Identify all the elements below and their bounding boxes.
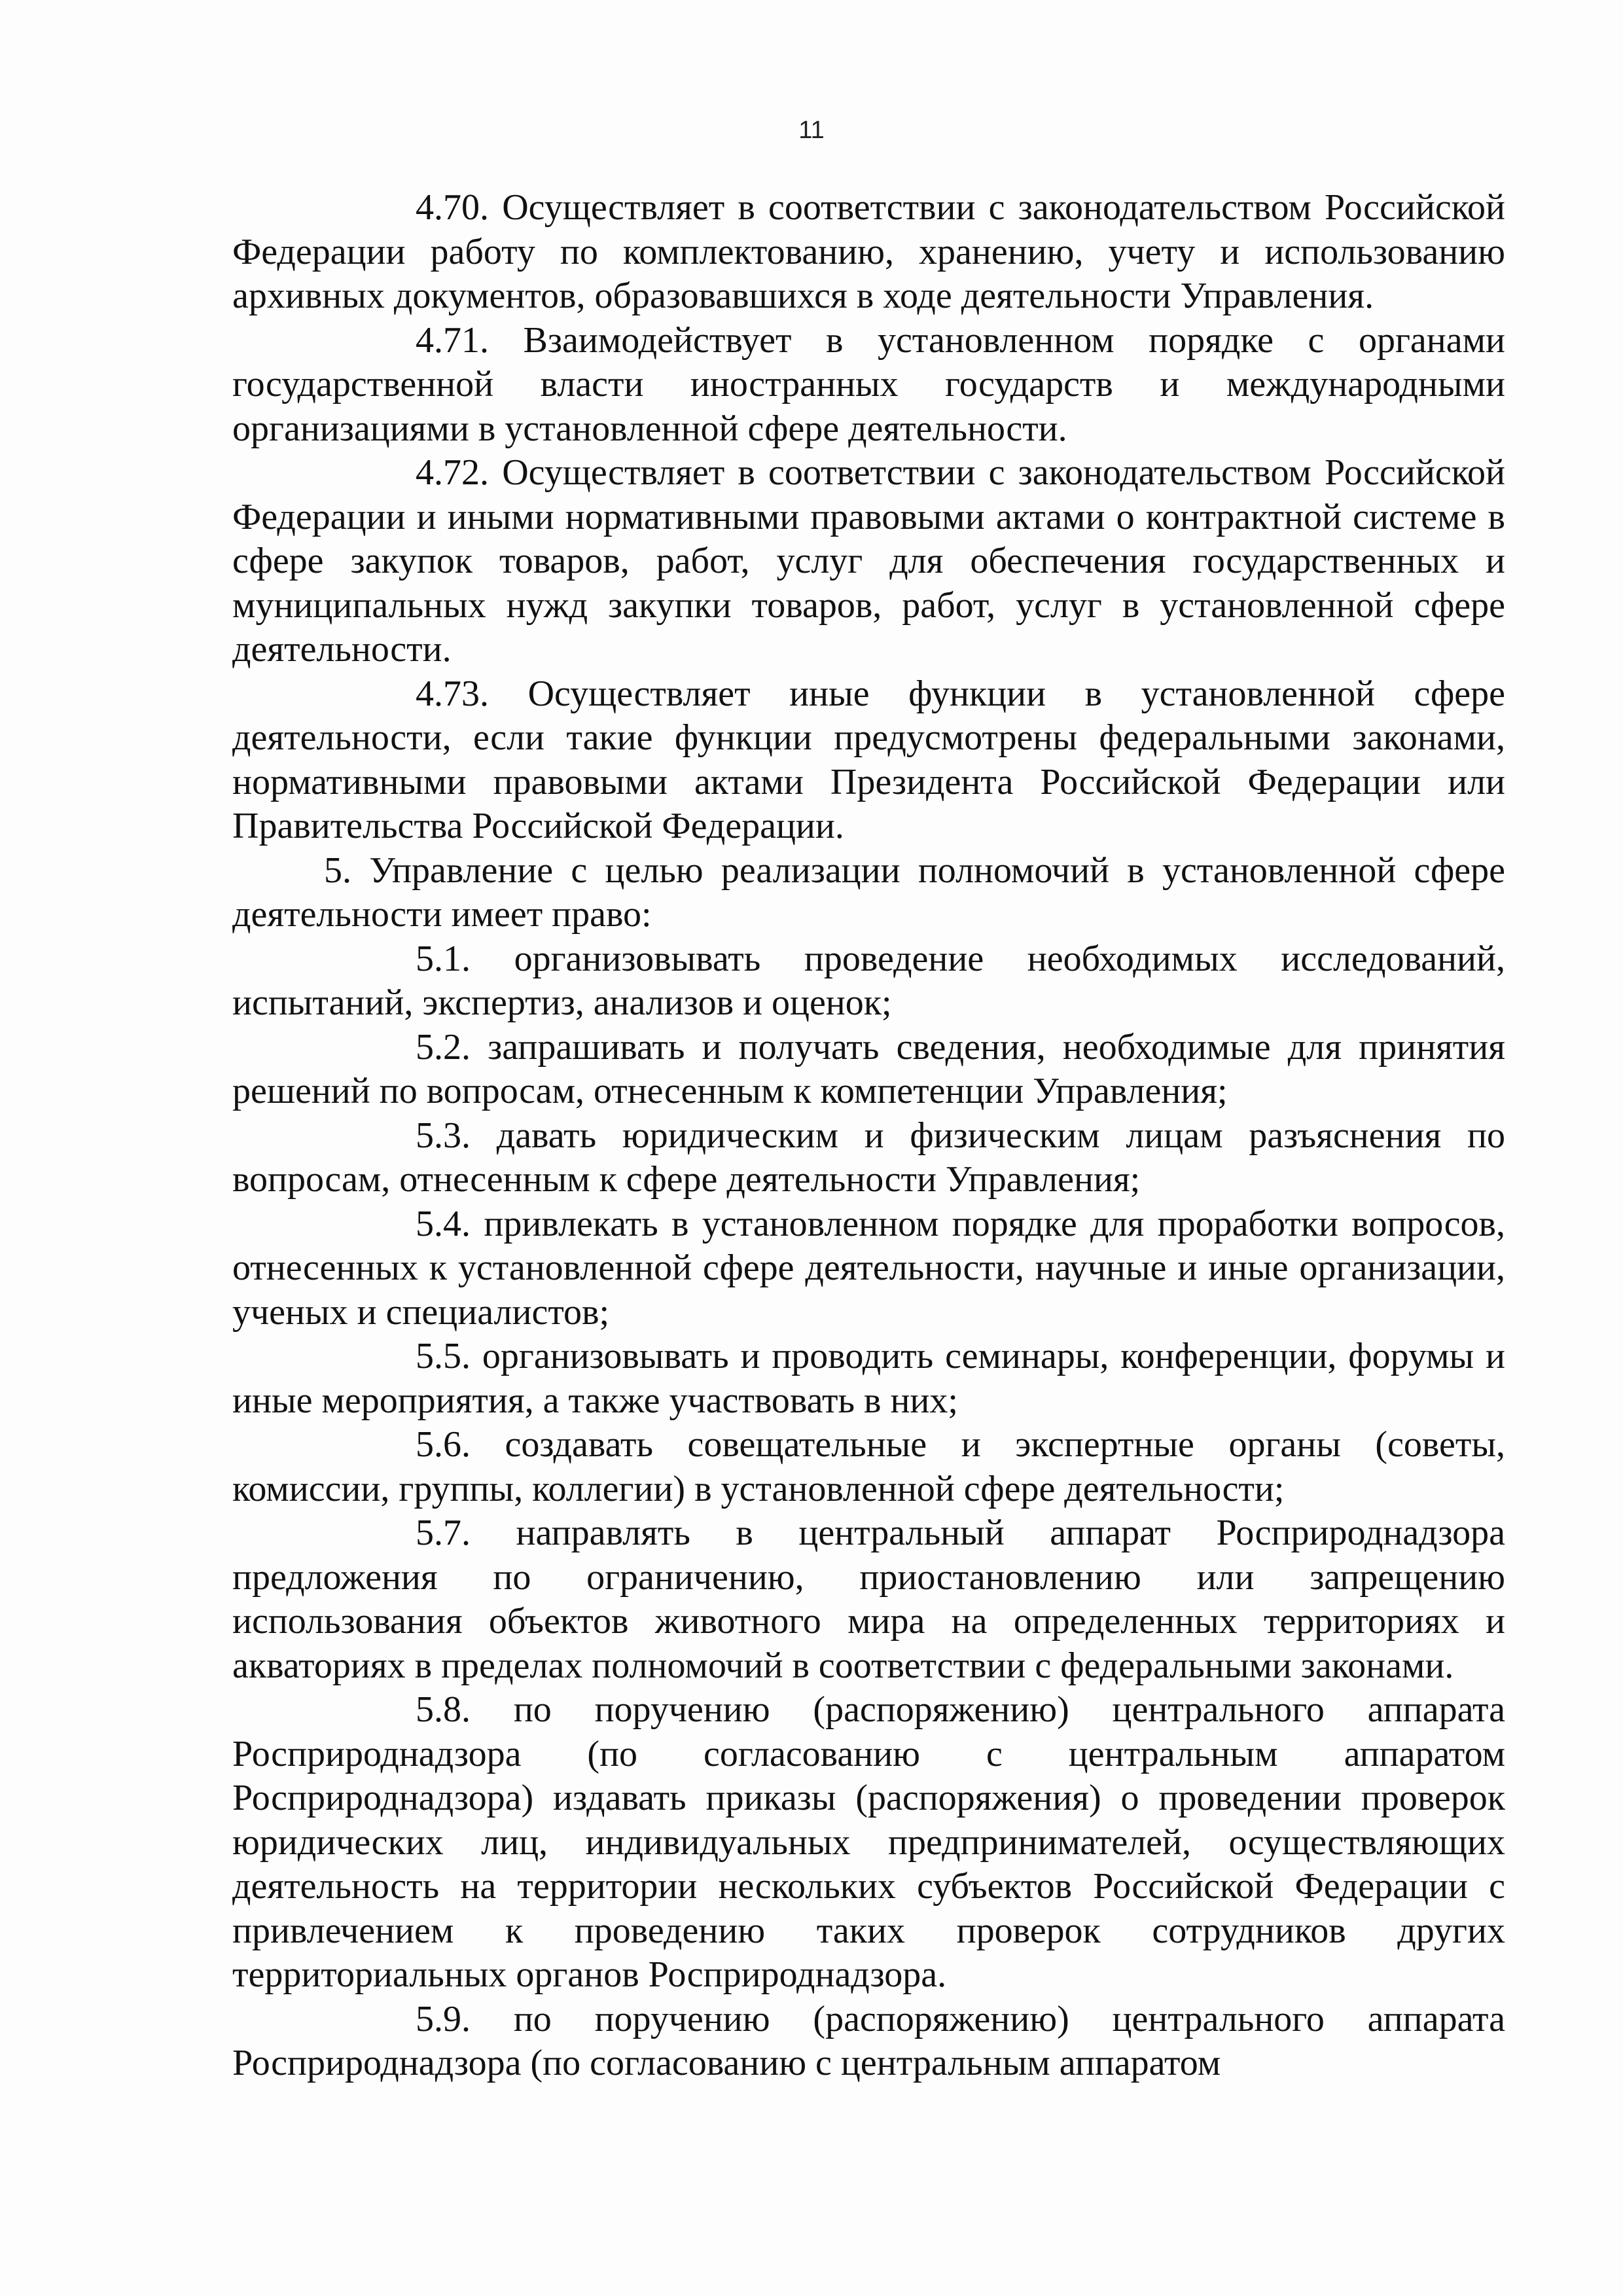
paragraph-text: привлекать в установленном порядке для проработки вопросов, отнесенных к установленной сфере деятельности, научные и иные организации, ученых и специалистов; (232, 1203, 1506, 1333)
paragraph-text: Осуществляет в соответствии с законодательством Российской Федерации и иными нормативными правовыми актами о контрактной системе в сфере закупок товаров, работ, услуг для обеспечения государственных и муниципальных нужд закупки товаров, работ, услуг в установленной сфере деятельности. (232, 452, 1506, 670)
page-number: 11 (798, 117, 825, 144)
paragraph-number: 5.7. (416, 1513, 471, 1553)
paragraph-number: 5.1. (416, 938, 471, 979)
paragraph-number: 5.3. (416, 1115, 471, 1156)
paragraph-number: 4.70. (416, 187, 489, 228)
paragraph-5-3 (232, 1114, 1505, 1202)
paragraph-5-2 (232, 1026, 1505, 1114)
paragraph-5-9 (232, 1998, 1505, 2086)
paragraph-4-71 (232, 319, 1505, 452)
paragraph-text: Управление с целью реализации полномочий в установленной сфере деятельности имеет право: (232, 850, 1506, 935)
paragraph-text: организовывать проведение необходимых исследований, испытаний, экспертиз, анализов и оценок; (232, 938, 1505, 1023)
paragraph-5-6 (232, 1423, 1505, 1511)
paragraph-5-5 (232, 1335, 1505, 1423)
paragraph-text: давать юридическим и физическим лицам разъяснения по вопросам, отнесенным к сфере деятельности Управления; (232, 1115, 1505, 1200)
paragraph-number: 5. (324, 850, 351, 891)
paragraph-text: запрашивать и получать сведения, необходимые для принятия решений по вопросам, отнесенным к компетенции Управления; (232, 1026, 1505, 1111)
paragraph-text: Взаимодействует в установленном порядке с органами государственной власти иностранных государств и международными организациями в установленной сфере деятельности. (232, 319, 1505, 449)
paragraph-text: направлять в центральный аппарат Росприроднадзора предложения по ограничению, приостановлению или запрещению использования объектов животного мира на определенных территориях и акваториях в пределах полномочий в соответствии с федеральными законами. (232, 1513, 1505, 1686)
paragraph-text: по поручению (распоряжению) центрального аппарата Росприроднадзора (по согласованию с центральным аппаратом Росприроднадзора) издавать приказы (распоряжения) о проведении проверок юридических лиц, индивидуальных предпринимателей, осуществляющих деятельность на территории нескольких субъектов Российской Федерации с привлечением к проведению таких проверок сотрудников других территориальных органов Росприроднадзора. (232, 1689, 1505, 1995)
paragraph-number: 4.71. (416, 319, 489, 361)
paragraph-text: организовывать и проводить семинары, конференции, форумы и иные мероприятия, а также участвовать в них; (232, 1336, 1506, 1421)
paragraph-number: 4.73. (416, 673, 489, 714)
paragraph-5-8 (232, 1688, 1505, 1998)
paragraph-4-73 (232, 672, 1505, 849)
paragraph-text: создавать совещательные и экспертные органы (советы, комиссии, группы, коллегии) в установленной сфере деятельности; (232, 1424, 1505, 1509)
paragraph-5-4 (232, 1202, 1505, 1335)
paragraph-number: 5.2. (416, 1026, 471, 1067)
paragraph-text: по поручению (распоряжению) центрального аппарата Росприроднадзора (по согласованию с центральным аппаратом (232, 1998, 1505, 2083)
document-body (232, 186, 1505, 2086)
paragraph-text: Осуществляет иные функции в установленной сфере деятельности, если такие функции предусмотрены федеральными законами, нормативными правовыми актами Президента Российской Федерации или Правительства Российской Федерации. (232, 673, 1506, 846)
paragraph-5-1 (232, 937, 1505, 1026)
paragraph-5-7 (232, 1511, 1505, 1688)
paragraph-text: Осуществляет в соответствии с законодательством Российской Федерации работу по комплектованию, хранению, учету и использованию архивных документов, образовавшихся в ходе деятельности Управления. (232, 187, 1506, 316)
paragraph-4-72 (232, 451, 1505, 672)
paragraph-5 (232, 849, 1505, 937)
paragraph-number: 5.5. (416, 1336, 471, 1376)
paragraph-number: 5.8. (416, 1689, 471, 1730)
paragraph-4-70 (232, 186, 1505, 319)
paragraph-number: 4.72. (416, 452, 489, 493)
paragraph-number: 5.6. (416, 1424, 471, 1465)
paragraph-number: 5.4. (416, 1203, 471, 1244)
paragraph-number: 5.9. (416, 1998, 471, 2039)
